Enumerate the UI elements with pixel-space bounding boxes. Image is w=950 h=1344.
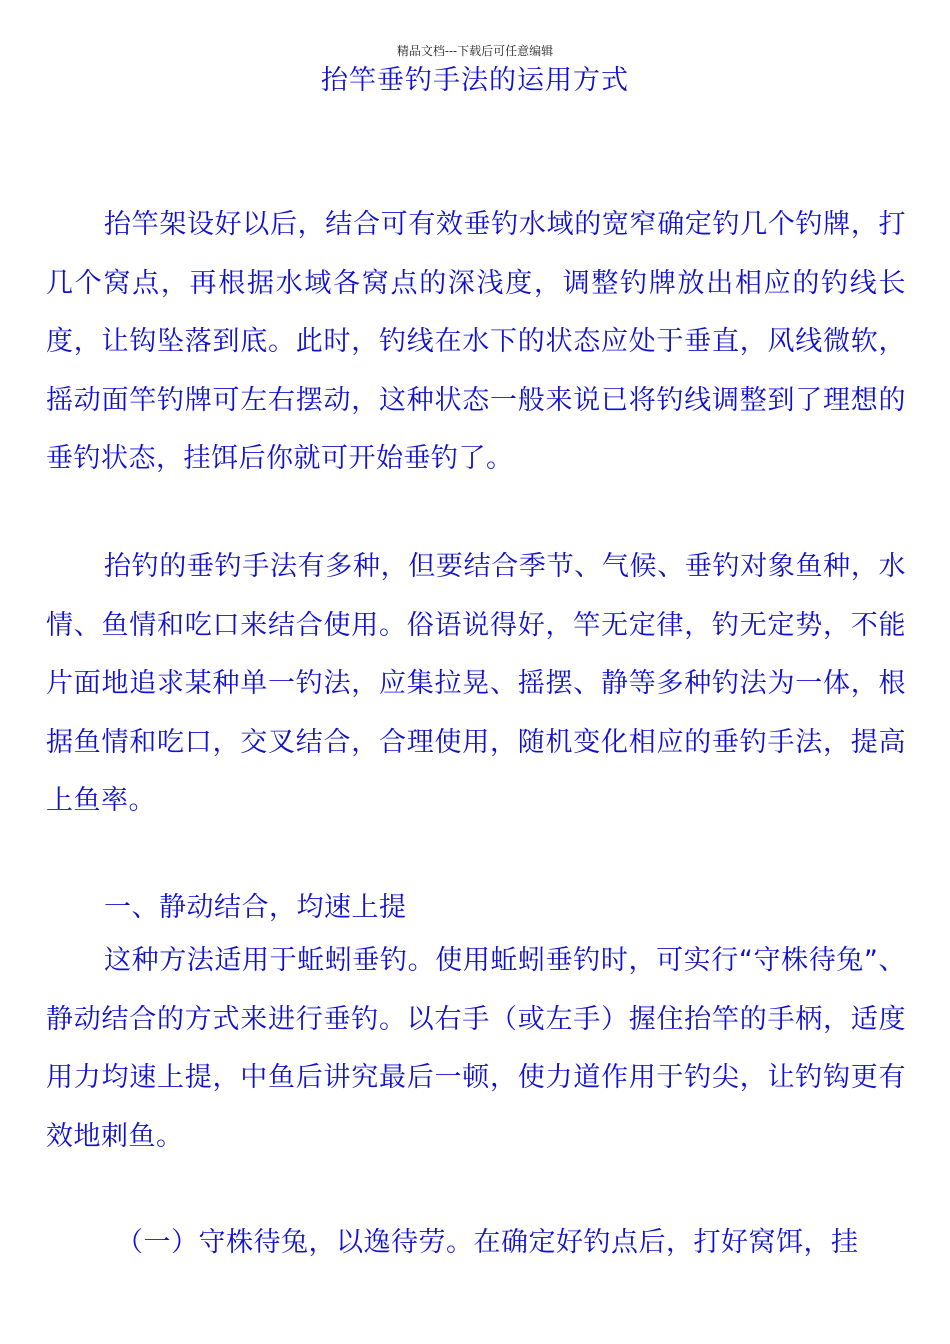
paragraph-techniques: 抬钓的垂钓手法有多种，但要结合季节、气候、垂钓对象鱼种，水情、鱼情和吃口来结合使用。俗语说得好，竿无定律，钓无定势，不能片面地追求某种单一钓法，应集拉晃、摇摆、静等多种钓法为一体，根据鱼情和吃口，交叉结合，合理使用，随机变化相应的垂钓手法，提高上鱼率。: [46, 551, 906, 816]
header-note: 精品文档---下载后可任意编辑: [396, 44, 554, 58]
paragraph-setup: 抬竿架设好以后，结合可有效垂钓水域的宽窄确定钓几个钓牌，打几个窝点，再根据水域各窝点的深浅度，调整钓牌放出相应的钓线长度，让钩坠落到底。此时，钓线在水下的状态应处于垂直，风线微软，摇动面竿钓牌可左右摆动，这种状态一般来说已将钓线调整到了理想的垂钓状态，挂饵后你就可开始垂钓了。: [46, 209, 906, 474]
paragraph-section-1: 这种方法适用于蚯蚓垂钓。使用蚯蚓垂钓时，可实行“守株待兔”、静动结合的方式来进行垂钓。以右手（或左手）握住抬竿的手柄，适度用力均速上提，中鱼后讲究最后一顿，使力道作用于钓尖，让钓钩更有效地刺鱼。: [46, 945, 906, 1152]
section-heading-1: 一、静动结合，均速上提: [104, 892, 407, 923]
paragraph-subsection-1: （一）守株待兔，以逸待劳。在确定好钓点后，打好窝饵，挂: [116, 1227, 859, 1258]
document-title: 抬竿垂钓手法的运用方式: [321, 65, 629, 96]
